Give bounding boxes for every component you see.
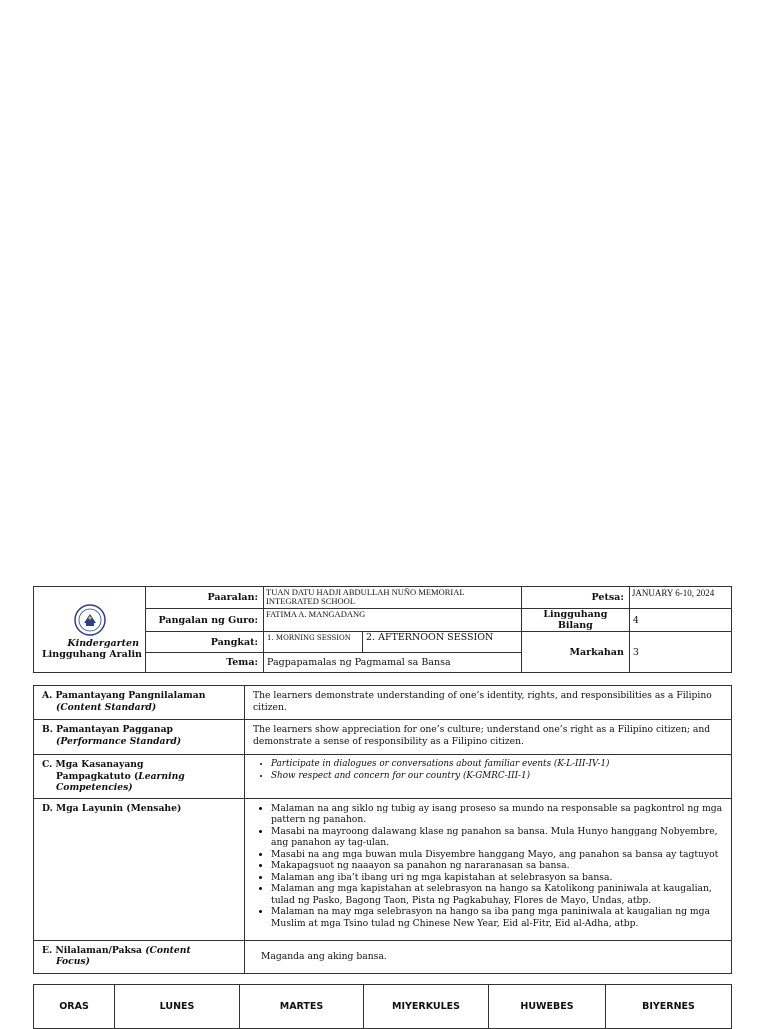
- guro-label: Pangalan ng Guro:: [146, 609, 264, 632]
- pangkat-label: Pangkat:: [146, 632, 264, 653]
- section-b-subtitle: (Performance Standard): [56, 735, 182, 747]
- markahan-value: 3: [629, 632, 731, 673]
- list-item: • Malaman ang mga kapistahan at selebrasyon na hango sa Katolikong paniniwala at kaugalian, tulad ng Pasko, Bagong Taon, Pista ng Pagkabuhay, Flores de Mayo, Undas, atbp.: [271, 883, 725, 906]
- section-e-title: E. Nilalaman/Paksa: [42, 944, 146, 956]
- performance-standard-header: [34, 720, 245, 755]
- lingguhang-aralin-label: Lingguhang Aralin: [42, 648, 142, 660]
- list-item: • Masabi na mayroong dalawang klase ng panahon sa bansa. Mula Hunyo hanggang Nobyembre, ang panahon ay tag-ulan.: [271, 826, 725, 849]
- list-item: • Show respect and concern for our country (K-GMRC-III-1): [271, 771, 725, 783]
- learning-competencies-header: [34, 755, 245, 799]
- list-item: • Makapagsuot ng naaayon sa panahon ng nararanasan sa bansa.: [271, 860, 725, 872]
- section-d-title: D. Mga Layunin (Mensahe): [42, 802, 182, 814]
- list-item: • Masabi na ang mga buwan mula Disyembre hanggang Mayo, ang panahon sa bansa ay tagtuyot: [271, 849, 725, 861]
- afternoon-session: 2. AFTERNOON SESSION: [363, 632, 522, 653]
- day-header-biyernes: BIYERNES: [606, 985, 732, 1029]
- section-c-title2: [42, 771, 238, 783]
- content-standard-row: [34, 686, 732, 720]
- morning-session: 1. MORNING SESSION: [264, 632, 363, 653]
- header-table: [33, 586, 732, 673]
- section-c-title2-text: Pampagkatuto (: [56, 770, 139, 782]
- content-focus-header: [34, 940, 245, 973]
- list-item: • Malaman na ang siklo ng tubig ay isang proseso sa mundo na responsable sa pagkontrol ng mga pattern ng panahon.: [271, 803, 725, 826]
- day-header-lunes: LUNES: [115, 985, 240, 1029]
- objectives-content: [245, 798, 732, 940]
- tema-label: Tema:: [146, 653, 264, 673]
- day-header-oras: ORAS: [34, 985, 115, 1029]
- bilang-label: Lingguhang Bilang: [521, 609, 629, 632]
- performance-standard-text: The learners show appreciation for one’s culture; understand one’s right as a Filipino citizen; and demonstrate a sense of responsibility as a Filipino citizen.: [245, 720, 732, 755]
- content-focus-row: [34, 940, 732, 973]
- bilang-value: 4: [629, 609, 731, 632]
- section-e-title-italic: (Content: [145, 944, 191, 956]
- paaralan-label: Paaralan:: [146, 587, 264, 609]
- section-e-subtitle: Focus): [56, 956, 90, 967]
- section-c-title2-italic: Learning: [138, 770, 185, 782]
- content-standard-header: [34, 686, 245, 720]
- day-header-martes: MARTES: [240, 985, 364, 1029]
- learning-competencies-content: [245, 755, 732, 799]
- objectives-list: [253, 803, 725, 930]
- objectives-header: [34, 798, 245, 940]
- list-item: • Malaman na may mga selebrasyon na hango sa iba pang mga paniniwala at kaugalian ng mga Muslim at mga Tsino tulad ng Chinese New Year, Eid al-Fitr, Eid al-Adha, atbp.: [271, 906, 725, 929]
- list-item: • Participate in dialogues or conversations about familiar events (K-L-III-IV-1): [271, 759, 725, 771]
- section-c-subtitle: Competencies): [56, 782, 133, 793]
- section-b-title: B. Pamantayan Pagganap: [42, 724, 173, 735]
- section-c-title: C. Mga Kasanayang: [42, 759, 144, 770]
- content-standard-text: The learners demonstrate understanding of one’s identity, rights, and responsibilities as a Filipino citizen.: [245, 686, 732, 720]
- schedule-days-table: [33, 984, 732, 1029]
- list-item: • Malaman ang iba’t ibang uri ng mga kapistahan at selebrasyon sa bansa.: [271, 872, 725, 884]
- section-a-title: A. Pamantayang Pangnilalaman: [42, 690, 206, 701]
- lesson-plan-table: [33, 685, 732, 974]
- guro-value: FATIMA A. MANGADANG: [264, 609, 522, 632]
- paaralan-value: TUAN DATU HADJI ABDULLAH NUÑO MEMORIAL INTEGRATED SCHOOL: [264, 587, 522, 609]
- learning-competencies-row: [34, 755, 732, 799]
- day-header-miyerkules: MIYERKULES: [364, 985, 489, 1029]
- competencies-list: [253, 759, 725, 782]
- petsa-value: JANUARY 6-10, 2024: [629, 587, 731, 609]
- logo-cell: [34, 587, 146, 673]
- performance-standard-row: [34, 720, 732, 755]
- petsa-label: Petsa:: [521, 587, 629, 609]
- content-focus-text: Maganda ang aking bansa.: [245, 940, 732, 973]
- day-header-huwebes: HUWEBES: [489, 985, 606, 1029]
- section-a-subtitle: (Content Standard): [56, 701, 157, 713]
- kindergarten-label: Kindergarten: [67, 637, 139, 649]
- markahan-label: Markahan: [521, 632, 629, 673]
- objectives-row: [34, 798, 732, 940]
- tema-value: Pagpapamalas ng Pagmamal sa Bansa: [264, 653, 522, 673]
- deped-seal-icon: [74, 604, 106, 636]
